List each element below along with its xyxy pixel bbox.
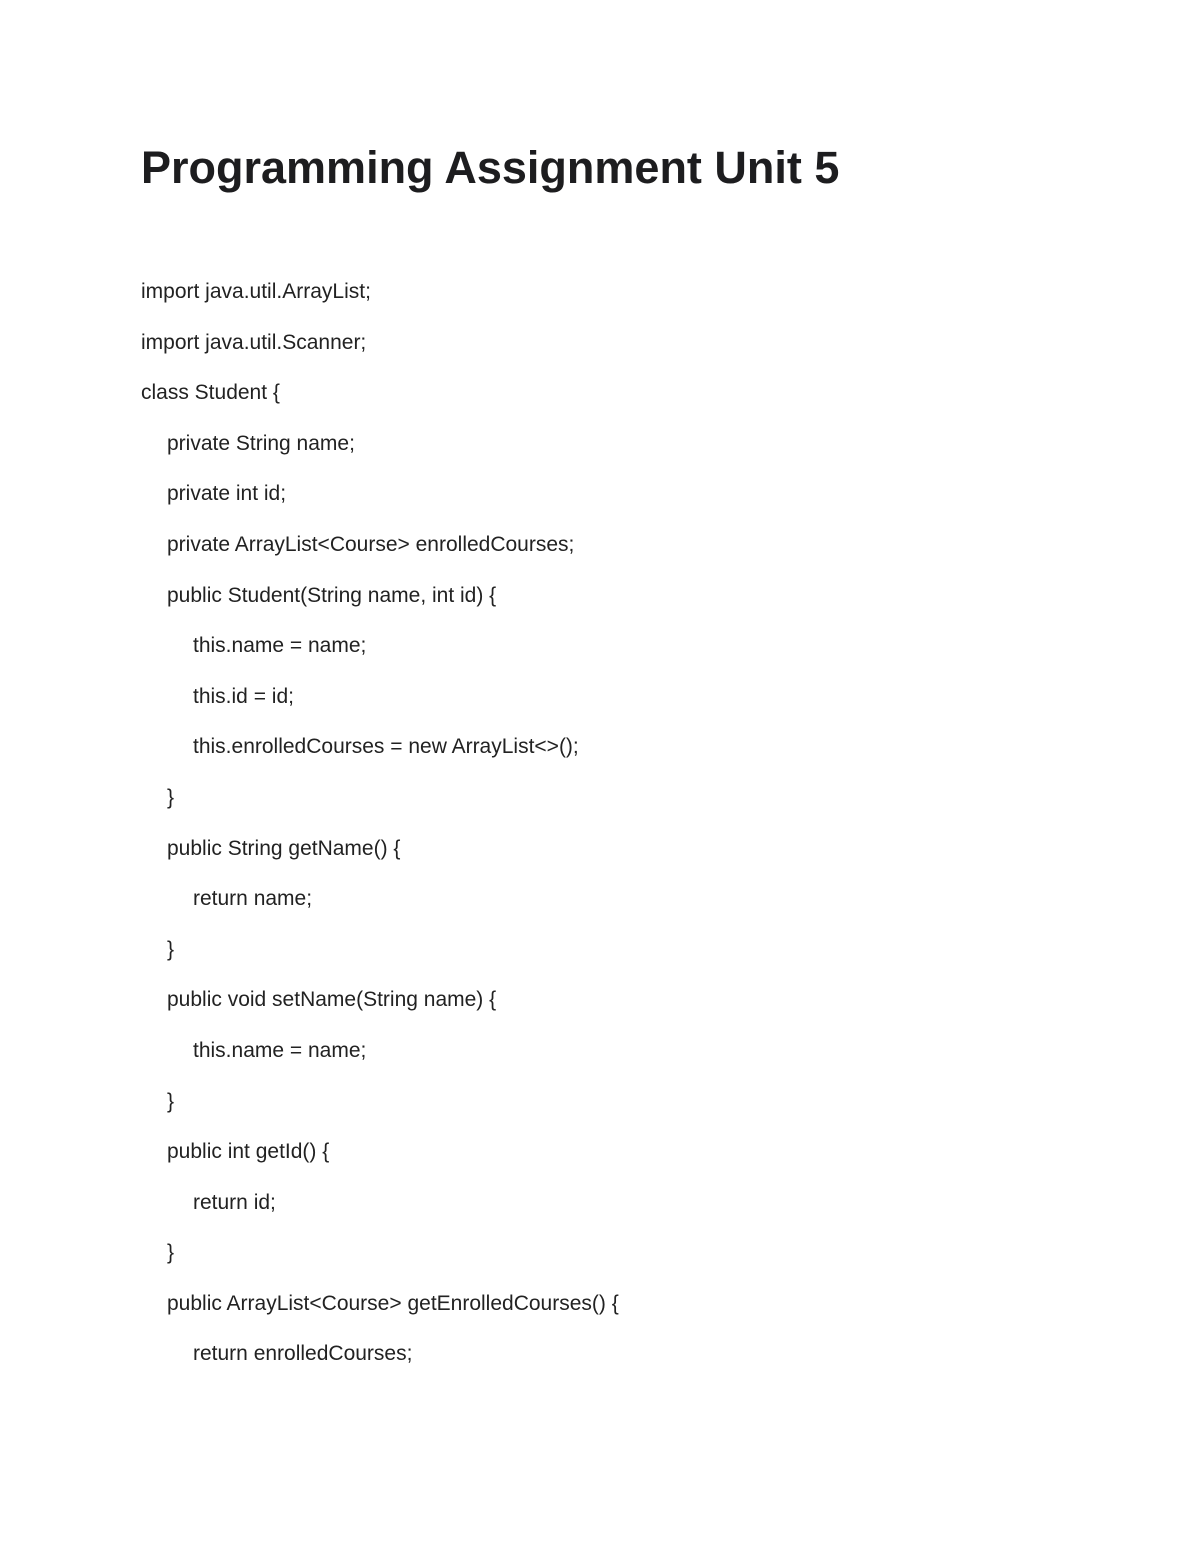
code-line: } <box>167 1089 175 1113</box>
code-line: this.id = id; <box>193 684 294 708</box>
page-title: Programming Assignment Unit 5 <box>141 142 840 193</box>
code-line: private String name; <box>167 431 355 455</box>
code-line: private ArrayList<Course> enrolledCourses; <box>167 532 575 556</box>
code-line: return enrolledCourses; <box>193 1342 413 1366</box>
code-line: } <box>167 937 175 961</box>
code-line: class Student { <box>141 381 280 405</box>
code-line: } <box>167 785 175 809</box>
code-line: this.enrolledCourses = new ArrayList<>(); <box>193 735 579 759</box>
code-line: } <box>167 1241 175 1265</box>
code-line: this.name = name; <box>193 634 367 658</box>
code-line: public Student(String name, int id) { <box>167 583 497 607</box>
code-line: public ArrayList<Course> getEnrolledCourses() { <box>167 1291 619 1315</box>
code-line: return name; <box>193 887 313 911</box>
code-line: public void setName(String name) { <box>167 988 497 1012</box>
code-line: this.name = name; <box>193 1038 367 1062</box>
code-line: import java.util.Scanner; <box>141 330 367 354</box>
code-line: import java.util.ArrayList; <box>141 280 371 303</box>
code-line: private int id; <box>167 482 287 506</box>
code-line: public int getId() { <box>167 1140 330 1164</box>
code-line: public String getName() { <box>167 836 401 860</box>
code-line: return id; <box>193 1190 276 1214</box>
code-block <box>141 277 619 1390</box>
